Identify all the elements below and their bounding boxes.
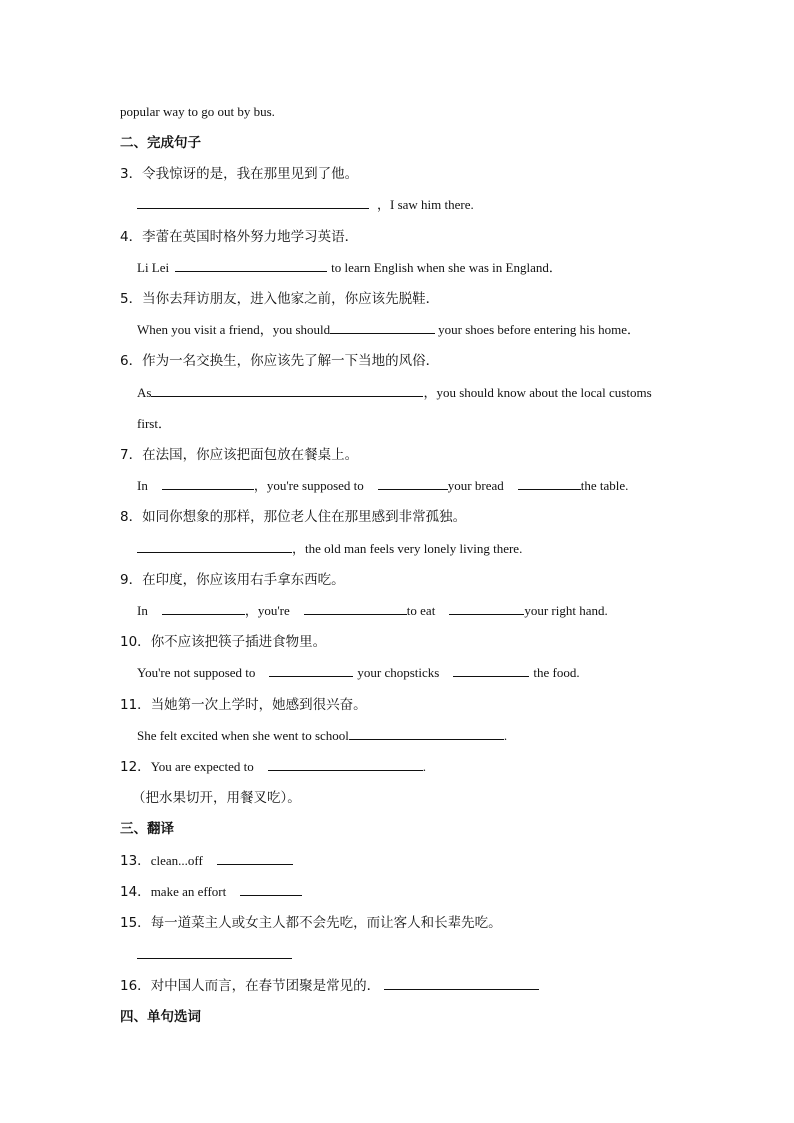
question-text: 当你去拜访朋友，进入他家之前，你应该先脱鞋． — [142, 291, 440, 307]
sentence-part: When you visit a friend，you should — [137, 322, 331, 337]
question-5-answer — [137, 321, 640, 339]
question-6-prompt — [120, 352, 439, 370]
section-heading-3: 三、翻译 — [120, 821, 174, 837]
sentence-part: . — [422, 759, 426, 774]
question-text: 在印度，你应该用右手拿东西吃。 — [142, 572, 345, 588]
answer-blank[interactable] — [349, 727, 504, 740]
question-number: 8． — [120, 509, 143, 525]
question-11-prompt — [120, 696, 367, 714]
question-4-answer — [137, 259, 562, 277]
phrase-text: make an effort — [150, 884, 227, 899]
question-number: 5． — [120, 291, 143, 307]
sentence-part: You're not supposed to — [137, 665, 256, 680]
question-number: 7． — [120, 447, 143, 463]
question-14 — [120, 883, 302, 901]
question-3-answer — [137, 196, 474, 214]
question-text: 对中国人而言，在春节团聚是常见的． — [150, 978, 381, 994]
question-15-answer — [137, 946, 292, 964]
question-text: 每一道菜主人或女主人都不会先吃，而让客人和长辈先吃。 — [150, 915, 502, 931]
sentence-part: to learn English when she was in England． — [331, 260, 562, 275]
question-number: 10． — [120, 634, 151, 650]
question-number: 4． — [120, 229, 143, 245]
question-number: 11． — [120, 697, 151, 713]
question-3-prompt — [120, 165, 358, 183]
section-heading-4: 四、单句选词 — [120, 1009, 201, 1025]
sentence-part: In — [137, 603, 148, 618]
sentence-part: your chopsticks — [357, 665, 440, 680]
sentence-part: You are expected to — [150, 759, 254, 774]
question-text: 作为一名交换生，你应该先了解一下当地的风俗． — [142, 353, 440, 369]
question-12-prompt — [120, 758, 426, 776]
question-number: 14． — [120, 884, 151, 900]
question-11-answer — [137, 727, 507, 745]
question-number: 16． — [120, 978, 151, 994]
question-text: 你不应该把筷子插进食物里。 — [150, 634, 327, 650]
question-text: 如同你想象的那样，那位老人住在那里感到非常孤独。 — [142, 509, 467, 525]
sentence-part: As — [137, 385, 152, 400]
question-number: 15． — [120, 915, 151, 931]
question-number: 9． — [120, 572, 143, 588]
sentence-part: ，you're supposed to — [253, 478, 364, 493]
question-4-prompt — [120, 228, 358, 246]
answer-blank[interactable] — [175, 259, 327, 272]
question-7-answer — [137, 477, 628, 495]
answer-blank[interactable] — [137, 946, 292, 959]
answer-blank[interactable] — [304, 602, 407, 615]
question-8-prompt — [120, 508, 466, 526]
question-9-answer — [137, 602, 608, 620]
question-12-hint: （把水果切开，用餐叉吃）。 — [132, 790, 301, 806]
sentence-part: Li Lei — [137, 260, 170, 275]
answer-blank[interactable] — [453, 664, 529, 677]
answer-blank[interactable] — [240, 883, 302, 896]
question-text: 在法国，你应该把面包放在餐桌上。 — [142, 447, 359, 463]
question-number: 12． — [120, 759, 151, 775]
phrase-text: clean...off — [150, 853, 203, 868]
question-8-answer — [137, 540, 522, 558]
question-6-answer-continued: first． — [137, 416, 171, 431]
answer-blank[interactable] — [518, 477, 581, 490]
sentence-part: the table. — [580, 478, 629, 493]
answer-blank[interactable] — [162, 477, 254, 490]
answer-blank[interactable] — [449, 602, 524, 615]
sentence-part: ，I saw him there. — [377, 197, 474, 212]
section-heading-2: 二、完成句子 — [120, 135, 201, 151]
question-number: 3． — [120, 166, 143, 182]
question-text: 当她第一次上学时，她感到很兴奋。 — [150, 697, 367, 713]
sentence-part: your right hand. — [524, 603, 608, 618]
answer-blank[interactable] — [330, 321, 435, 334]
question-9-prompt — [120, 571, 345, 589]
answer-blank[interactable] — [217, 852, 293, 865]
sentence-part: ，you should know about the local customs — [423, 385, 652, 400]
question-10-prompt — [120, 633, 326, 651]
sentence-part: your bread — [447, 478, 504, 493]
sentence-part: In — [137, 478, 148, 493]
answer-blank[interactable] — [137, 540, 292, 553]
sentence-part: She felt excited when she went to school — [137, 728, 349, 743]
question-16 — [120, 977, 539, 995]
answer-blank[interactable] — [268, 758, 423, 771]
sentence-part: . — [503, 728, 508, 743]
answer-blank[interactable] — [384, 977, 539, 990]
answer-blank[interactable] — [378, 477, 448, 490]
continuation-text: popular way to go out by bus. — [120, 104, 275, 119]
sentence-part: the food. — [533, 665, 580, 680]
question-number: 6． — [120, 353, 143, 369]
sentence-part: ，you're — [244, 603, 290, 618]
question-15-prompt — [120, 914, 502, 932]
answer-blank[interactable] — [137, 196, 369, 209]
question-text: 李蕾在英国时格外努力地学习英语． — [142, 229, 359, 245]
answer-blank[interactable] — [151, 384, 423, 397]
sentence-part: ，the old man feels very lonely living there. — [292, 541, 523, 556]
question-6-answer — [137, 384, 652, 402]
question-10-answer — [137, 664, 580, 682]
question-7-prompt — [120, 446, 358, 464]
sentence-part: to eat — [406, 603, 436, 618]
sentence-part: your shoes before entering his home． — [438, 322, 640, 337]
answer-blank[interactable] — [269, 664, 353, 677]
question-number: 13． — [120, 853, 151, 869]
question-5-prompt — [120, 290, 439, 308]
answer-blank[interactable] — [162, 602, 245, 615]
question-13 — [120, 852, 293, 870]
question-text: 令我惊讶的是，我在那里见到了他。 — [142, 166, 359, 182]
